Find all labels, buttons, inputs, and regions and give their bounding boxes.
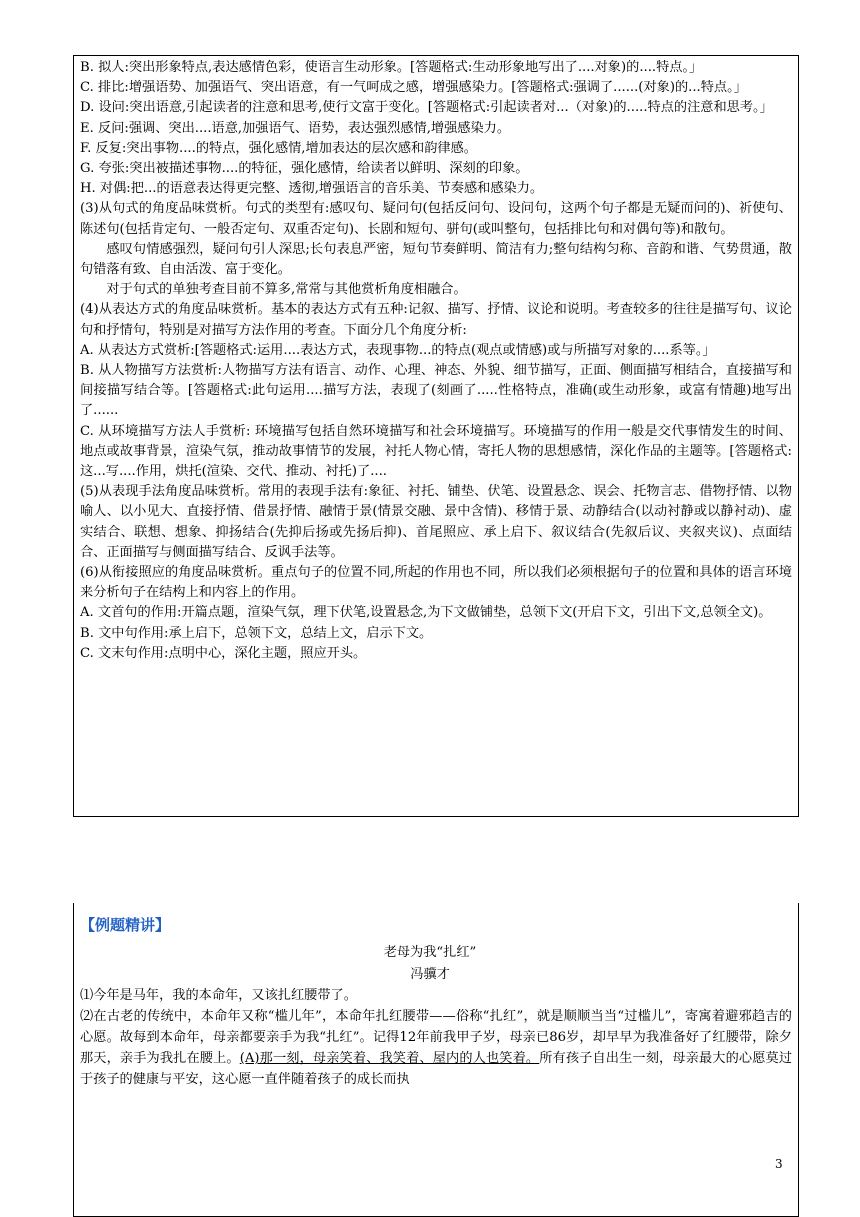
paragraph: (4)从表达方式的角度品味赏析。基本的表达方式有五种:记叙、描写、抒情、议论和说明。考查较多的往往是描写句、议论句和抒情句，特别是对描写方法作用的考查。下面分几个角度分析: [80,302,792,338]
paragraph: G. 夸张:突出被描述事物....的特征，强化感情，给读者以鲜明、深刻的印象。 [80,161,529,177]
paragraph: H. 对偶:把...的语意表达得更完整、透彻,增强语言的音乐美、节奏感和感染力。 [80,181,544,197]
paragraph: A. 文首句的作用:开篇点题，渲染气氛，理下伏笔,设置悬念,为下文做铺垫，总领下文(开启下文，引出下文,总领全文)。 [80,605,772,621]
article-paragraph [80,1006,792,1090]
paragraph: D. 设问:突出语意,引起读者的注意和思考,使行文富于变化。[答题格式:引起读者对...（对象)的.....特点的注意和思考。」 [80,100,773,116]
article-paragraph: ⑴今年是马年，我的本命年，又该扎红腰带了。 [80,988,357,1003]
article-title: 老母为我“扎红” [383,945,477,960]
article-author: 冯骥才 [410,967,450,982]
example-text [80,985,792,1090]
paragraph: E. 反问:强调、突出....语意,加强语气、语势，表达强烈感情,增强感染力。 [80,120,511,136]
paragraph: (5)从表现手法角度品味赏析。常用的表现手法有:象征、衬托、铺垫、伏笔、设置悬念、误会、托物言志、借物抒情、以物喻人、以小见大、直接抒情、借景抒情、融情于景(情景交融、景中含情)、移情于景、动静结合(以动衬静或以静衬动)、虚实结合、联想、想象、抑扬结合(先抑后扬或先扬后抑)、首尾照应、承上启下、叙议结合(先叙后议、夹叙夹议)、点面结合、正面描写与侧面描写结合、反讽手法等。 [80,484,792,560]
paragraph: C. 排比:增强语势、加强语气、突出语意，有一气呵成之感，增强感染力。[答题格式:强调了......(对象)的...特点。」 [80,80,747,96]
paragraph: (3)从句式的角度品味赏析。句式的类型有:感叹句、疑问句(包括反问句、设问句，这两个句子都是无疑而问的)、祈使句、陈述句(包括肯定句、一般否定句、双重否定句)、长剧和短句、骈句(或叫整句，包括排比句和对偶句等)和散句。 [80,201,792,237]
paragraph: C. 从环境描写方法人手赏析: 环境描写包括自然环境描写和社会环境描写。环境描写的作用一般是交代事情发生的时间、地点或故事背景，渲染气氛，推动故事情节的发展，衬托人物心情，寄托人物的思想感情，深化作品的主题等。[答题格式:这...写....作用，烘托(渲染、交代、推动、衬托)了.... [80,423,792,480]
paragraph: 对于句式的单独考查目前不算多,常常与其他赏析角度相融合。 [106,282,467,298]
body-text [80,58,792,664]
paragraph: (6)从衔接照应的角度品味赏析。重点句子的位置不同,所起的作用也不同，所以我们必须根据句子的位置和具体的语言环境来分析句子在结构上和内容上的作用。 [80,565,792,601]
paragraph: C. 文末句作用:点明中心，深化主题，照应开头。 [80,645,367,661]
page-number: 3 [775,1157,783,1171]
paragraph: A. 从表达方式赏析:[答题格式:运用....表达方式，表现事物...的特点(观点或情感)或与所描写对象的....系等。」 [80,342,716,358]
section-heading: 【例题精讲】 [80,916,171,934]
paragraph: F. 反复:突出事物....的特点，强化感情,增加表达的层次感和韵律感。 [80,140,477,156]
paragraph: 感叹句情感强烈，疑问句引人深思;长句表息严密，短句节奏鲜明、简洁有力;整句结构匀称、音韵和谐、气势贯通，散句错落有致、自由活泼、富于变化。 [80,241,792,278]
paragraph-text: 所有孩子自出生一刻，母亲最大的心愿莫过于孩子的健康与平安，这心愿一直伴随着孩子的成长而执 [80,1051,793,1087]
underlined-sentence-a: (A)那一刻，母亲笑着、我笑着、屋内的人也笑着。 [239,1051,540,1066]
paragraph: B. 拟人:突出形象特点,表达感情色彩，使语言生动形象。[答题格式:生动形象地写出了....对象)的....特点。」 [80,60,703,75]
paragraph-text: ⑵在古老的传统中，本命年又称“槛儿年”，本命年扎红腰带——俗称“扎红”，就是顺顺当当“过槛儿”，寄寓着避邪趋吉的心愿。故每到本命年，母亲都要亲手为我“扎红”。记得12年前我甲子岁，母亲已86岁，却早早为我准备好了红腰带，除夕那天，亲手为我扎在腰上。 [80,1009,792,1066]
paragraph: B. 文中句作用:承上启下，总领下文，总结上文，启示下文。 [80,625,433,641]
paragraph: B. 从人物描写方法赏析:人物描写方法有语言、动作、心理、神态、外貌、细节描写，正面、侧面描写相结合，直接描写和间接描写结合等。[答题格式:此句运用....描写方法，表现了(刻画了.....性格特点，准确(或生动形象，或富有情趣)地写出了...... [80,363,792,419]
